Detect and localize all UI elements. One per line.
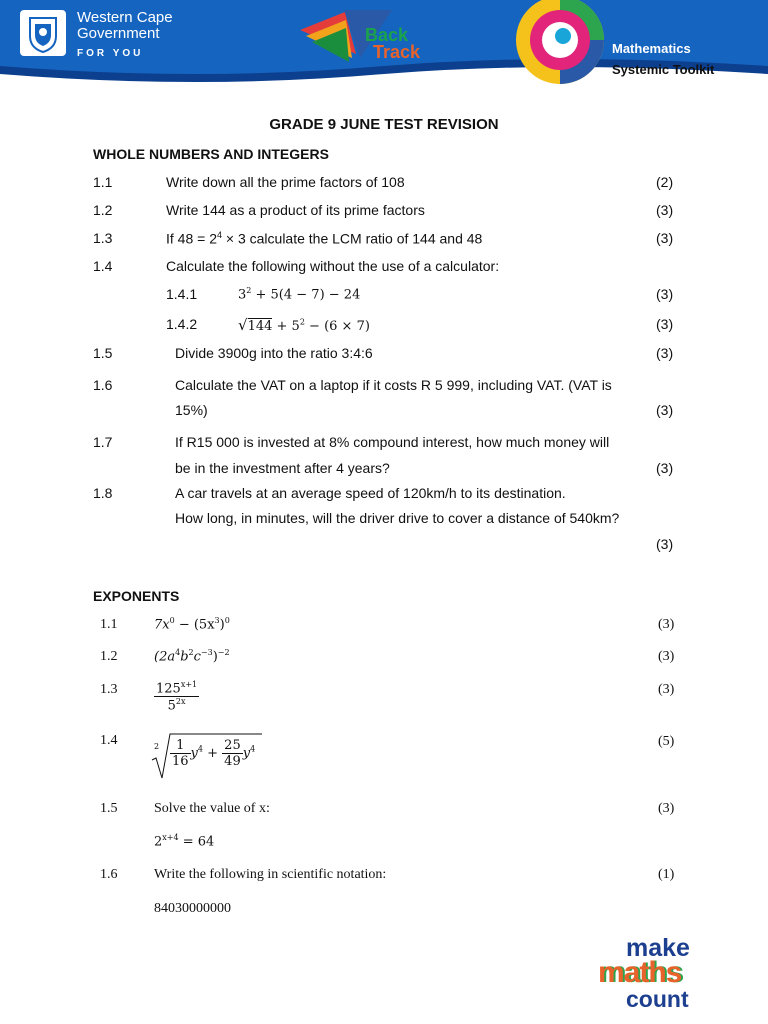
question-text-line-2: be in the investment after 4 years? <box>175 460 390 476</box>
math-part: + 5 <box>272 319 300 334</box>
math-part: ) <box>219 617 225 633</box>
math-fraction <box>154 680 199 714</box>
government-crest-icon <box>20 10 66 56</box>
exponent: 4 <box>175 648 181 657</box>
question-text-part: If 48 = 2 <box>166 230 217 247</box>
gov-line-1: Western Cape <box>77 9 173 26</box>
math-expression <box>238 316 370 334</box>
question-number: 1.6 <box>93 377 113 393</box>
question-marks: (3) <box>658 617 675 632</box>
question-marks: (3) <box>658 649 675 664</box>
math-expression <box>238 286 360 302</box>
exponent: 4 <box>197 744 203 754</box>
backtrack-word-1: Back <box>365 25 409 45</box>
question-marks: (3) <box>656 316 674 332</box>
question-text-line-2: 15%) <box>175 402 208 418</box>
question-text <box>166 230 482 247</box>
question-number: 1.4 <box>93 258 113 274</box>
question-text: Write 144 as a product of its prime factors <box>166 202 425 218</box>
sqrt-icon: √ <box>238 316 248 334</box>
logo-word-count: count <box>626 986 689 1012</box>
math-part: − (6 × 7) <box>304 319 370 334</box>
math-part: (2a <box>154 649 176 665</box>
question-text-line-2: How long, in minutes, will the driver drive to cover a distance of 540km? <box>175 510 620 526</box>
math-part: y <box>190 746 198 761</box>
question-text: Divide 3900g into the ratio 3:4:6 <box>175 345 373 361</box>
math-expression <box>154 616 230 632</box>
backtrack-word-2: Track <box>373 42 421 62</box>
section-heading-whole-numbers: WHOLE NUMBERS AND INTEGERS <box>93 146 329 162</box>
section-heading-exponents: EXPONENTS <box>93 588 180 604</box>
question-number: 1.2 <box>93 202 113 218</box>
radicand <box>170 738 255 769</box>
question-number: 1.6 <box>100 867 118 882</box>
math-part: 3 <box>238 287 247 303</box>
question-number: 1.3 <box>93 230 113 246</box>
numerator: 25 <box>224 738 241 753</box>
exponent: 4 <box>250 744 256 754</box>
toolkit-line-2: Systemic Toolkit <box>612 62 715 77</box>
question-text: Write down all the prime factors of 108 <box>166 174 405 190</box>
toolkit-line-1: Mathematics <box>612 41 691 56</box>
denominator: 16 <box>172 754 189 769</box>
question-number: 1.5 <box>100 801 118 816</box>
page-title: GRADE 9 JUNE TEST REVISION <box>269 116 499 133</box>
exponent: 2 <box>246 286 252 295</box>
question-marks: (3) <box>658 682 675 697</box>
exponent: 0 <box>224 616 230 625</box>
question-text-line-1: If R15 000 is invested at 8% compound interest, how much money will <box>175 434 610 450</box>
question-marks: (3) <box>656 286 674 302</box>
fraction <box>222 738 243 769</box>
question-number: 1.8 <box>93 485 113 501</box>
math-part: 7x <box>154 617 170 633</box>
math-part: 2 <box>154 834 163 850</box>
gov-line-2: Government <box>77 25 160 42</box>
math-expression <box>154 648 230 664</box>
backtrack-logo <box>365 27 420 61</box>
question-marks: (3) <box>658 801 675 816</box>
math-part: − (5x <box>174 617 215 633</box>
fraction <box>154 680 199 714</box>
exponent: x+1 <box>180 680 198 689</box>
exponent: x+4 <box>162 833 179 842</box>
math-part: 5 <box>167 698 176 714</box>
math-equation <box>154 833 214 849</box>
question-number: 1.4.2 <box>166 316 198 332</box>
math-part: = 64 <box>178 834 215 850</box>
question-marks: (3) <box>656 460 674 476</box>
math-part: y <box>242 746 251 761</box>
math-part: c <box>193 649 201 665</box>
header-banner <box>0 0 768 84</box>
gov-tagline: FOR YOU <box>77 48 144 59</box>
numerator: 1 <box>170 738 191 754</box>
math-part: ) <box>212 649 218 665</box>
math-part: 125 <box>156 681 181 697</box>
exponent: 2 <box>299 317 305 327</box>
radicand: 144 <box>247 319 273 334</box>
question-marks: (3) <box>656 202 674 218</box>
exponent: −2 <box>217 648 230 657</box>
question-marks: (2) <box>656 174 674 190</box>
exponent: 4 <box>216 230 222 240</box>
exponent: 3 <box>214 616 220 625</box>
question-marks: (3) <box>656 402 674 418</box>
question-number: 1.1 <box>100 617 118 632</box>
question-number: 1.7 <box>93 434 113 450</box>
question-text: Calculate the following without the use of a calculator: <box>166 258 500 274</box>
question-text: Write the following in scientific notation: <box>154 867 387 882</box>
math-part: + <box>203 746 223 761</box>
question-number: 1.5 <box>93 345 113 361</box>
question-number: 1.1 <box>93 174 113 190</box>
fraction <box>170 738 191 769</box>
question-marks: (1) <box>658 867 675 882</box>
numerator <box>154 680 199 697</box>
math-part: + 5(4 − 7) − 24 <box>251 287 361 303</box>
question-text: Solve the value of x: <box>154 801 270 816</box>
question-number: 1.4.1 <box>166 286 198 302</box>
question-marks: (5) <box>658 734 675 749</box>
make-maths-count-logo <box>590 930 750 1015</box>
exponent: 0 <box>169 616 175 625</box>
question-marks: (3) <box>656 536 674 552</box>
question-text-part: × 3 calculate the LCM ratio of 144 and 48 <box>222 230 483 247</box>
question-marks: (3) <box>656 230 674 246</box>
logo-word-maths: maths <box>598 956 682 989</box>
question-number: 1.2 <box>100 649 118 664</box>
question-number: 1.4 <box>100 733 118 748</box>
toolkit-label <box>612 38 714 80</box>
question-number: 1.3 <box>100 682 118 697</box>
government-name <box>77 10 173 62</box>
exponent: 2 <box>188 648 194 657</box>
scientific-notation-value: 84030000000 <box>154 901 231 916</box>
denominator <box>154 697 199 713</box>
question-text-line-1: A car travels at an average speed of 120km/h to its destination. <box>175 485 566 501</box>
question-text-line-1: Calculate the VAT on a laptop if it costs R 5 999, including VAT. (VAT is <box>175 377 612 393</box>
logo-word-make: make <box>626 934 690 962</box>
exponent: 2x <box>175 697 186 707</box>
exponent: −3 <box>200 648 213 657</box>
question-marks: (3) <box>656 345 674 361</box>
root-index: 2 <box>154 742 160 751</box>
math-part: b <box>180 649 189 665</box>
denominator: 49 <box>224 754 241 769</box>
toolkit-circle-logo-icon <box>516 0 604 84</box>
